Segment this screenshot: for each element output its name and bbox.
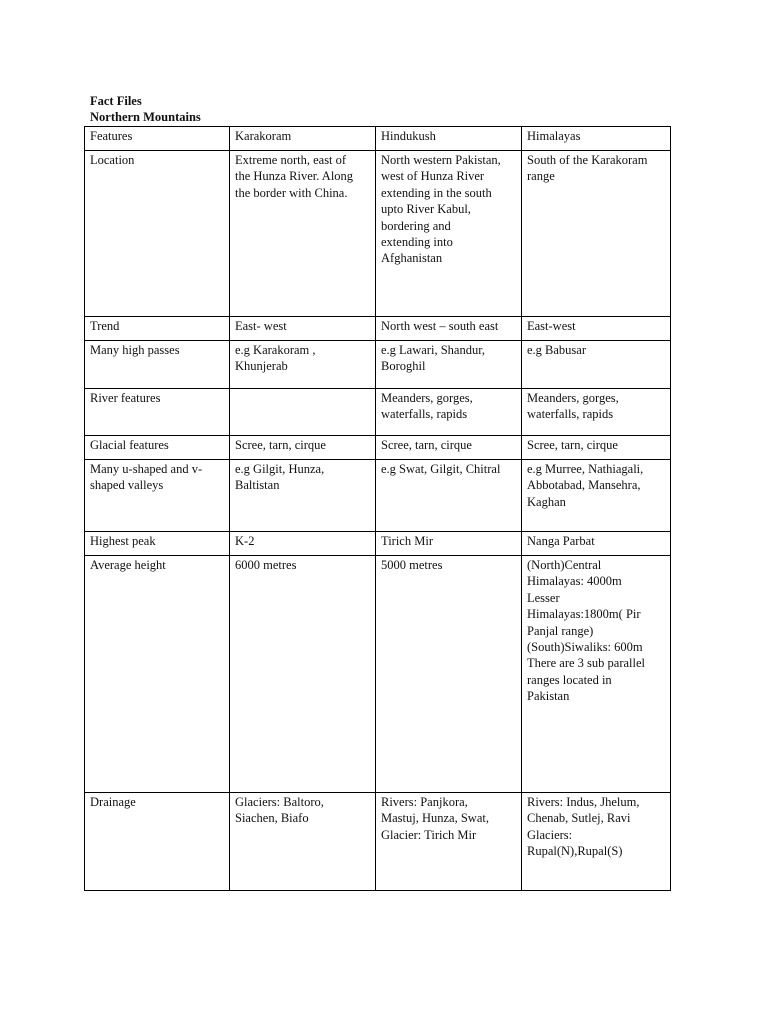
feature-cell: Highest peak: [85, 532, 230, 556]
table-cell: Scree, tarn, cirque: [230, 436, 376, 460]
page-heading: [90, 93, 201, 125]
table-header-row: [85, 127, 671, 151]
table-cell: Meanders, gorges, waterfalls, rapids: [522, 389, 671, 436]
feature-cell: Average height: [85, 556, 230, 793]
table-cell: 5000 metres: [376, 556, 522, 793]
table-cell: 6000 metres: [230, 556, 376, 793]
table-cell: e.g Babusar: [522, 341, 671, 389]
table-cell: e.g Karakoram , Khunjerab: [230, 341, 376, 389]
table-row: [85, 151, 671, 317]
table-row: [85, 317, 671, 341]
feature-cell: River features: [85, 389, 230, 436]
table-row: [85, 532, 671, 556]
table-row: [85, 389, 671, 436]
column-header: Hindukush: [376, 127, 522, 151]
table-cell: [230, 389, 376, 436]
table-cell: North west – south east: [376, 317, 522, 341]
table-cell: Nanga Parbat: [522, 532, 671, 556]
column-header: Features: [85, 127, 230, 151]
feature-cell: Many high passes: [85, 341, 230, 389]
table-cell: East-west: [522, 317, 671, 341]
document-title: Fact Files: [90, 94, 142, 108]
table-cell: (North)Central Himalayas: 4000m Lesser Himalayas:1800m( Pir Panjal range) (South)Siwaliks: 600m There are 3 sub parallel ranges located in Pakistan: [522, 556, 671, 793]
table-row: [85, 341, 671, 389]
table-cell: Tirich Mir: [376, 532, 522, 556]
table-cell: East- west: [230, 317, 376, 341]
table-cell: Rivers: Indus, Jhelum, Chenab, Sutlej, Ravi Glaciers: Rupal(N),Rupal(S): [522, 793, 671, 891]
table-cell: Meanders, gorges, waterfalls, rapids: [376, 389, 522, 436]
feature-cell: Drainage: [85, 793, 230, 891]
feature-cell: Glacial features: [85, 436, 230, 460]
table-cell: e.g Swat, Gilgit, Chitral: [376, 460, 522, 532]
table-row: [85, 793, 671, 891]
table-cell: e.g Gilgit, Hunza, Baltistan: [230, 460, 376, 532]
document-subtitle: Northern Mountains: [90, 110, 201, 124]
column-header: Himalayas: [522, 127, 671, 151]
table-cell: Extreme north, east of the Hunza River. Along the border with China.: [230, 151, 376, 317]
table-cell: K-2: [230, 532, 376, 556]
table-cell: e.g Murree, Nathiagali, Abbotabad, Mansehra, Kaghan: [522, 460, 671, 532]
fact-table: [84, 126, 671, 891]
feature-cell: Many u-shaped and v- shaped valleys: [85, 460, 230, 532]
table-cell: e.g Lawari, Shandur, Boroghil: [376, 341, 522, 389]
table-cell: North western Pakistan, west of Hunza River extending in the south upto River Kabul, bordering and extending into Afghanistan: [376, 151, 522, 317]
table-cell: Rivers: Panjkora, Mastuj, Hunza, Swat, Glacier: Tirich Mir: [376, 793, 522, 891]
table-row: [85, 436, 671, 460]
table-cell: Scree, tarn, cirque: [376, 436, 522, 460]
column-header: Karakoram: [230, 127, 376, 151]
table-row: [85, 460, 671, 532]
feature-cell: Location: [85, 151, 230, 317]
table-cell: Scree, tarn, cirque: [522, 436, 671, 460]
table-row: [85, 556, 671, 793]
feature-cell: Trend: [85, 317, 230, 341]
table-cell: Glaciers: Baltoro, Siachen, Biafo: [230, 793, 376, 891]
table-cell: South of the Karakoram range: [522, 151, 671, 317]
